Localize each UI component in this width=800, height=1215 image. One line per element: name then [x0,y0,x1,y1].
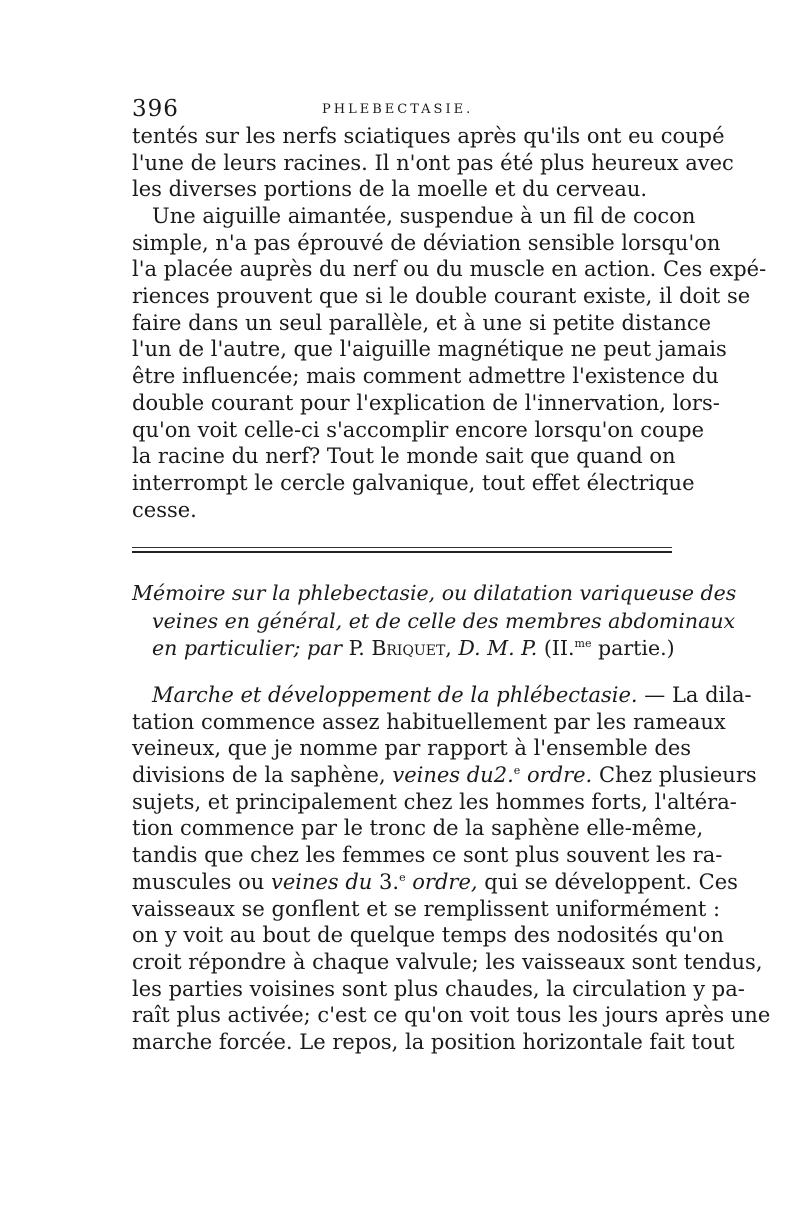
text-line: sujets, et principalement chez les hommes forts, l'altéra- [132,789,737,814]
text-span: Chez plusieurs [598,763,757,788]
author-name: Briquet [371,636,446,660]
text-line: veineux, que je nomme par rapport à l'ensemble des [132,736,692,761]
text-line: cesse. [132,497,197,522]
text-span-italic: veines du [392,763,494,788]
title-line: veines en général, et de celle des membres abdominaux [152,608,736,633]
text-line: vaisseaux se gonflent et se remplissent uniformément : [132,896,721,921]
text-line: simple, n'a pas éprouvé de déviation sensible lorsqu'on [132,230,721,255]
text-span: — La dila- [644,683,752,707]
text-line: marche forcée. Le repos, la position horizontale fait tout [132,1029,735,1054]
title-line: Mémoire sur la phlebectasie, ou dilatation variqueuse des [132,581,737,605]
text-line: qu'on voit celle-ci s'accomplir encore lorsqu'on coupe [132,417,705,442]
text-line: la racine du nerf? Tout le monde sait que quand on [132,444,676,469]
section-rule-thin [132,547,672,548]
text-line [132,682,752,709]
page-header [132,96,672,126]
text-line: tentés sur les nerfs sciatiques après qu'ils ont eu coupé [132,124,725,148]
text-span-number: 3. [379,869,400,894]
paragraph-marche [132,682,771,1056]
article-title [132,580,737,663]
part-close: partie.) [598,636,675,660]
text-span-italic: ordre, [412,869,478,894]
text-line: les parties voisines sont plus chaudes, la circulation y pa- [132,976,745,1001]
text-line: croit répondre à chaque valvule; les vaisseaux sont tendus, [132,949,763,974]
text-span-italic: ordre. [526,763,593,788]
part-superscript: me [574,637,592,651]
text-line: Une aiguille aimantée, suspendue à un fil de cocon [152,204,696,228]
text-line: l'un de l'autre, que l'aiguille magnétique ne peut jamais [132,337,727,362]
text-line: tion commence par le tronc de la saphène elle-même, [132,816,704,841]
text-line: interrompt le cercle galvanique, tout effet électrique [132,470,695,495]
text-line: tation commence assez habituellement par les rameaux [132,709,726,734]
title-text: en particulier; par [152,636,343,660]
text-span: qui se développent. Ces [484,869,738,894]
text-line: tandis que chez les femmes ce sont plus souvent les ra- [132,843,723,868]
section-heading: Marche et développement de la phlébectasie. [152,683,638,707]
text-line: on y voit au bout de quelque temps des nodosités qu'on [132,923,724,948]
part-label: (II. [543,636,575,660]
text-line: l'une de leurs racines. Il n'ont pas été plus heureux avec [132,150,734,175]
comma: , [445,636,452,660]
page-number: 396 [132,96,179,122]
text-line [132,762,757,789]
running-head: PHLEBECTASIE. [322,102,474,117]
text-line [132,869,738,896]
text-line: être influencée; mais comment admettre l'existence du [132,364,719,389]
superscript: e [513,764,521,778]
author-degree: D. M. P. [458,636,538,660]
section-rule-thick [132,551,672,553]
text-line: l'a placée auprès du nerf ou du muscle en action. Ces expé- [132,257,767,282]
paragraph-continuation [132,123,734,203]
superscript: e [399,870,406,884]
text-line: riences prouvent que si le double courant existe, il doit se [132,284,751,309]
text-line: double courant pour l'explication de l'innervation, lors- [132,390,720,415]
text-line: faire dans un seul parallèle, et à une si petite distance [132,310,712,335]
paragraph-magnetic-needle [132,203,767,523]
text-span: divisions de la saphène, [132,763,386,788]
text-line: raît plus activée; c'est ce qu'on voit tous les jours après une [132,1003,771,1028]
title-line-author [132,635,675,663]
author-initial: P. [348,636,365,660]
text-span: muscules ou [132,869,265,894]
text-span-italic: veines du [270,869,373,894]
text-line: les diverses portions de la moelle et du cerveau. [132,177,648,202]
text-span-number: 2. [493,763,514,788]
